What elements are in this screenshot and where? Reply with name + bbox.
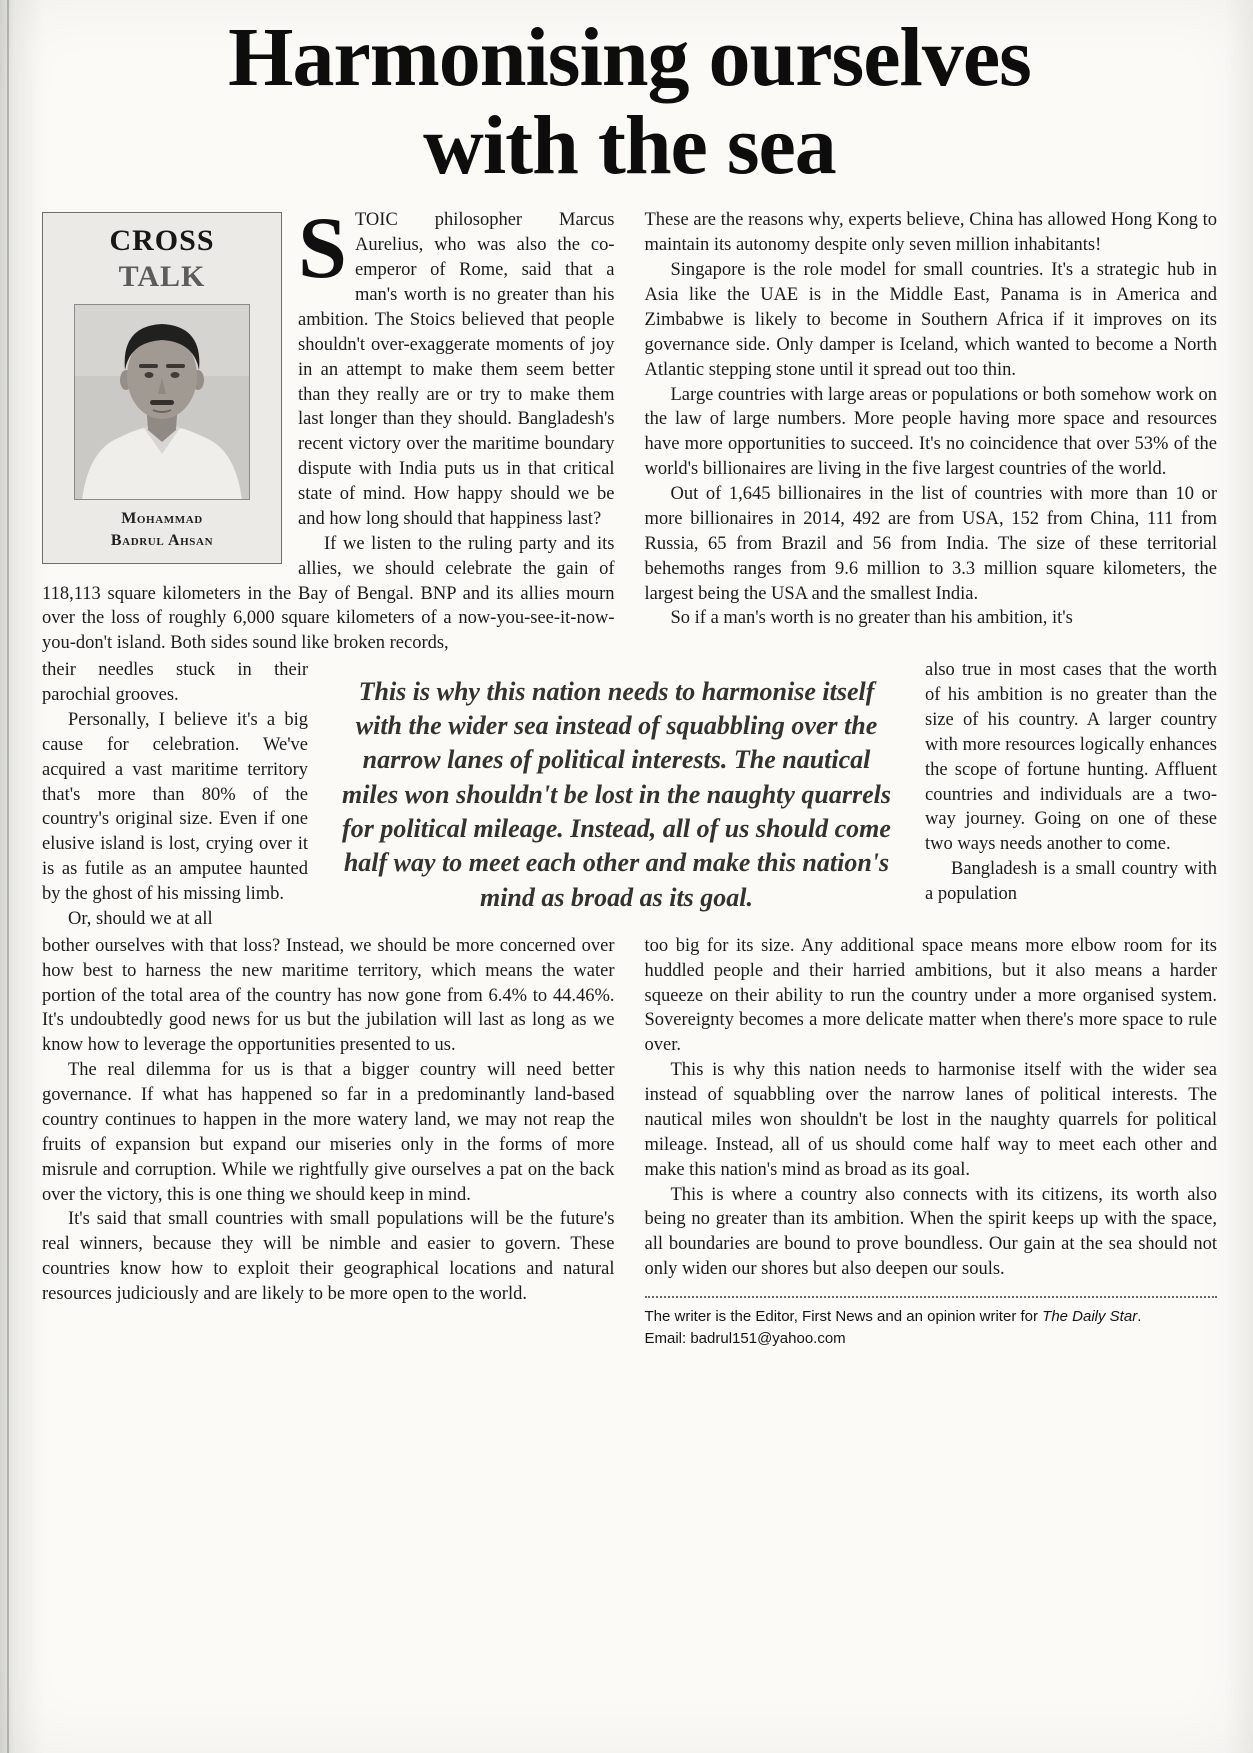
- article-paragraph-5: The real dilemma for us is that a bigger country will need better governance. If what has happened so far in a predominantly land-based country continues to happen in the more watery land, we may not reap the fruits of expansion but expand our miseries only in the forms of more misrule and corruption. While we rightfully give ourselves a pat on the back over the victory, this is one thing we should keep in mind.: [42, 1060, 615, 1205]
- article-paragraph-10: Out of 1,645 billionaires in the list of countries with more than 10 or more billionaires in 2014, 492 are from USA, 152 from China, 111 from Russia, 65 from Brazil and 56 from India. The size of these territorial behemoths ranges from 9.6 million to 3.3 million square kilometers, the largest being the USA and the smallest India.: [644, 484, 1217, 604]
- body-top-section: [42, 200, 1217, 656]
- article-paragraph-9: Large countries with large areas or populations or both somehow work on the law of large numbers. More people having more space and resources have more opportunities to succeed. It's no coincidence that over 53% of the world's billionaires are living in the five largest countries of the world.: [644, 384, 1217, 480]
- byline-text: The writer is the Editor, First News and an opinion writer for: [644, 1308, 1043, 1325]
- article-paragraph-12-start: Bangladesh is a small country with a population: [925, 859, 1217, 904]
- writer-email: Email: badrul151@yahoo.com: [644, 1329, 846, 1347]
- column-label: [51, 223, 273, 294]
- article-paragraph-4-start: Or, should we at all: [68, 908, 213, 929]
- article-paragraph-2-cont: their needles stuck in their parochial grooves.: [42, 660, 308, 705]
- scan-edge-line: [7, 0, 9, 1753]
- author-name-line1: Mohammad: [121, 510, 203, 528]
- article-paragraph-14: This is where a country also connects with its citizens, its worth also being no greater than its ambition. When the spirit keeps up with the space, all boundaries are bound to prove boundless. Our gain at the sea should not only widen our shores but also deepen our souls.: [644, 1184, 1217, 1280]
- writer-byline: [645, 1306, 1218, 1328]
- author-box: [42, 212, 282, 564]
- byline-period: .: [1137, 1308, 1142, 1325]
- article-paragraph-2: If we listen to the ruling party and its allies, we should celebrate the gain of 118,113 square kilometers in the Bay of Bengal. BNP and its allies mourn over the loss of roughly 6,000 square kilometers of a now-you-see-it-now-you-don't island. Both sides sound like broken records,: [42, 533, 615, 654]
- article-paragraph-7: These are the reasons why, experts believe, China has allowed Hong Kong to maintain its autonomy despite only seven million inhabitants!: [644, 210, 1217, 256]
- drop-cap: S: [298, 200, 347, 298]
- right-column-narrow: [925, 658, 1217, 932]
- author-name: [51, 508, 273, 551]
- article-paragraph-8: Singapore is the role model for small countries. It's a strategic hub in Asia like the UAE is in the Middle East, Panama is in America and Zimbabwe is likely to become in Southern Africa if it improves on its governance side. Only damper is Iceland, which wanted to become a North Atlantic stepping stone until it spread out too thin.: [644, 260, 1217, 380]
- headline-line2: with the sea: [423, 99, 836, 193]
- right-column-bottom: [645, 934, 1218, 1350]
- body-middle-section: [42, 658, 1217, 932]
- headline-line1: Harmonising ourselves: [228, 11, 1031, 104]
- left-column: [42, 200, 615, 656]
- right-column: [645, 208, 1218, 656]
- author-photo: [74, 304, 250, 500]
- pull-quote-text: This is why this nation needs to harmonise itself with the wider sea instead of squabbling over the narrow lanes of political interests. The nautical miles won shouldn't be lost in the naughty quarrels for political mileage. Instead, all of us should come half way to meet each other and make this nation's mind as broad as its goal.: [341, 676, 892, 912]
- article-paragraph-4-cont: bother ourselves with that loss? Instead, we should be more concerned over how best to harness the new maritime territory, which means the water portion of the total area of the country has now gone from 6.4% to 44.46%. It's undoubtedly good news for us but the jubilation will last as long as we know how to leverage the opportunities presented to us.: [42, 935, 615, 1056]
- byline-publication: The Daily Star: [1042, 1308, 1138, 1325]
- column-label-line1: CROSS: [109, 224, 215, 258]
- article-paragraph-3: Personally, I believe it's a big cause for celebration. We've acquired a vast maritime territory that's more than 80% of the country's original size. Even if one elusive island is lost, crying over it is as futile as an amputee haunted by the ghost of his missing limb.: [42, 709, 308, 904]
- article-paragraph-13: This is why this nation needs to harmonise itself with the wider sea instead of squabbling over the narrow lanes of political interests. The nautical miles won shouldn't be lost in the naughty quarrels for political mileage. Instead, all of us should come half way to meet each other and make this nation's mind as broad as its goal.: [644, 1060, 1217, 1180]
- paragraph-text-p1: TOIC philosopher Marcus Aurelius, who was also the co-emperor of Rome, said that a man's worth is no greater than his ambition. The Stoics believed that people shouldn't over-exaggerate moments of joy in an attempt to make them seem better than they really are or try to make them last longer than they should. Bangladesh's recent victory over the maritime boundary dispute with India puts us in that critical state of mind. How happy should we be and how long should that happiness last?: [298, 210, 615, 529]
- article-headline: [42, 11, 1217, 193]
- article-paragraph-11-cont: also true in most cases that the worth of his ambition is no greater than the size of his country. A larger country with more resources logically enhances the scope of fortune hunting. Affluent countries and individuals are a two-way journey. Going on one of these two ways needs another to come.: [925, 660, 1217, 855]
- left-column-narrow: [42, 658, 308, 932]
- body-bottom-section: [42, 934, 1217, 1350]
- author-name-line2: Badrul Ahsan: [110, 531, 214, 549]
- pull-quote: [324, 669, 909, 921]
- article-paragraph-11-start: So if a man's worth is no greater than his ambition, it's: [670, 608, 1073, 629]
- article-paragraph-6: It's said that small countries with small populations will be the future's real winners, because they will be nimble and easier to govern. These countries know how to exploit their geographical locations and natural resources judiciously and are likely to be more open to the world.: [42, 1209, 615, 1304]
- column-label-line2: TALK: [118, 259, 206, 293]
- left-column-bottom: [42, 934, 615, 1350]
- footer-divider: [645, 1296, 1218, 1298]
- article-paragraph-12-cont: too big for its size. Any additional space means more elbow room for its huddled people and their harried ambitions, but it also means a harder squeeze on their ability to run the country under a more organised system. Sovereignty becomes a more delicate matter when there's more space to rule over.: [644, 935, 1217, 1056]
